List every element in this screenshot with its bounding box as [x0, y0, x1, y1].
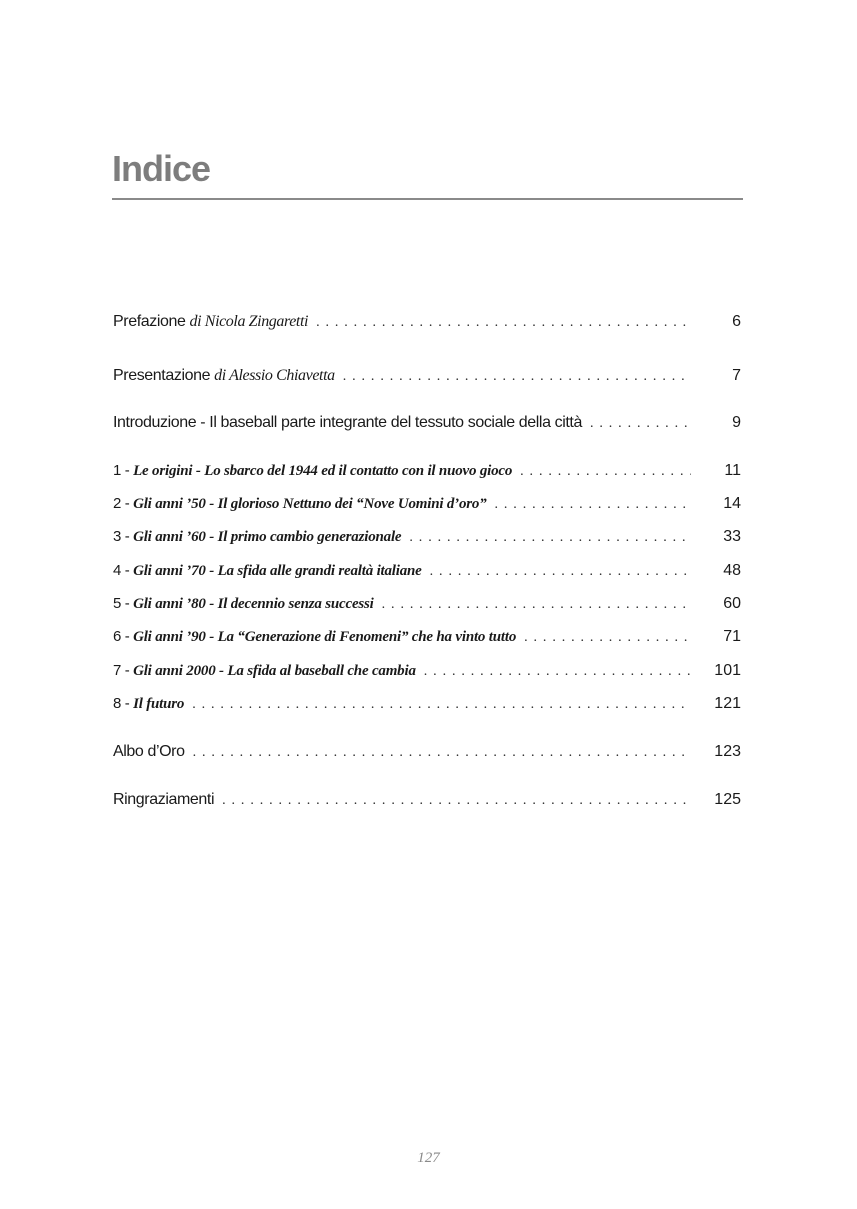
- leader-dots: [316, 313, 691, 333]
- leader-dots: [193, 743, 691, 763]
- toc-entry-chapter-4[interactable]: [113, 561, 741, 582]
- page-number: 6: [732, 313, 741, 330]
- toc-entry-label: Ringraziamenti: [113, 791, 215, 808]
- toc-entry-chapter-3[interactable]: [113, 527, 741, 548]
- leader-dots: [590, 414, 691, 434]
- toc-entry-label: 4 - Gli anni ’70 - La sfida alle grandi realtà italiane: [113, 562, 422, 579]
- toc-entry-presentazione[interactable]: [113, 366, 741, 387]
- leader-dots: [524, 628, 691, 648]
- leader-dots: [192, 695, 691, 715]
- page-number: 60: [723, 595, 741, 612]
- page-number: 121: [714, 695, 741, 712]
- leader-dots: [495, 495, 692, 515]
- toc-entry-label: 5 - Gli anni ’80 - Il decennio senza successi: [113, 595, 374, 612]
- leader-dots: [222, 791, 691, 811]
- page-number: 14: [723, 495, 741, 512]
- leader-dots: [409, 528, 691, 548]
- page-number: 48: [723, 562, 741, 579]
- leader-dots: [520, 462, 691, 482]
- toc-entry-label: Introduzione - Il baseball parte integrante del tessuto sociale della città: [113, 414, 582, 431]
- toc-entry-introduzione[interactable]: [113, 413, 741, 434]
- toc-entry-label: 2 - Gli anni ’50 - Il glorioso Nettuno dei “Nove Uomini d’oro”: [113, 495, 487, 512]
- page-title: Indice: [112, 148, 211, 189]
- toc-entry-chapter-6[interactable]: [113, 627, 741, 648]
- toc-entry-prefazione[interactable]: [113, 312, 741, 333]
- toc-entry-chapter-2[interactable]: [113, 494, 741, 515]
- toc-entry-label: 8 - Il futuro: [113, 695, 185, 712]
- leader-dots: [343, 367, 691, 387]
- toc-entry-label: 6 - Gli anni ’90 - La “Generazione di Fenomeni” che ha vinto tutto: [113, 628, 517, 645]
- toc-entry-chapter-5[interactable]: [113, 594, 741, 615]
- toc-entry-label: Albo d’Oro: [113, 743, 185, 760]
- toc-entry-label: 7 - Gli anni 2000 - La sfida al baseball che cambia: [113, 662, 416, 679]
- toc-entry-chapter-8[interactable]: [113, 694, 741, 715]
- title-rule: [112, 198, 743, 200]
- page-number: 123: [714, 743, 741, 760]
- toc-entry-ringraziamenti[interactable]: [113, 790, 741, 811]
- page-number: 71: [723, 628, 741, 645]
- toc-entry-label: Prefazione di Nicola Zingaretti: [113, 313, 309, 330]
- leader-dots: [382, 595, 691, 615]
- toc-entry-label: 1 - Le origini - Lo sbarco del 1944 ed il contatto con il nuovo gioco: [113, 462, 513, 479]
- page-number: 33: [723, 528, 741, 545]
- leader-dots: [424, 662, 691, 682]
- toc-entry-chapter-7[interactable]: [113, 661, 741, 682]
- page-number: 7: [732, 367, 741, 384]
- leader-dots: [430, 562, 691, 582]
- page-number: 125: [714, 791, 741, 808]
- toc-entry-label: Presentazione di Alessio Chiavetta: [113, 367, 335, 384]
- page-number: 9: [732, 414, 741, 431]
- page-number: 101: [714, 662, 741, 679]
- toc-entry-chapter-1[interactable]: [113, 461, 741, 482]
- toc-entry-label: 3 - Gli anni ’60 - Il primo cambio generazionale: [113, 528, 402, 545]
- page-number: 11: [724, 462, 741, 479]
- toc-entry-albo-doro[interactable]: [113, 742, 741, 763]
- folio-page-number: 127: [417, 1150, 440, 1166]
